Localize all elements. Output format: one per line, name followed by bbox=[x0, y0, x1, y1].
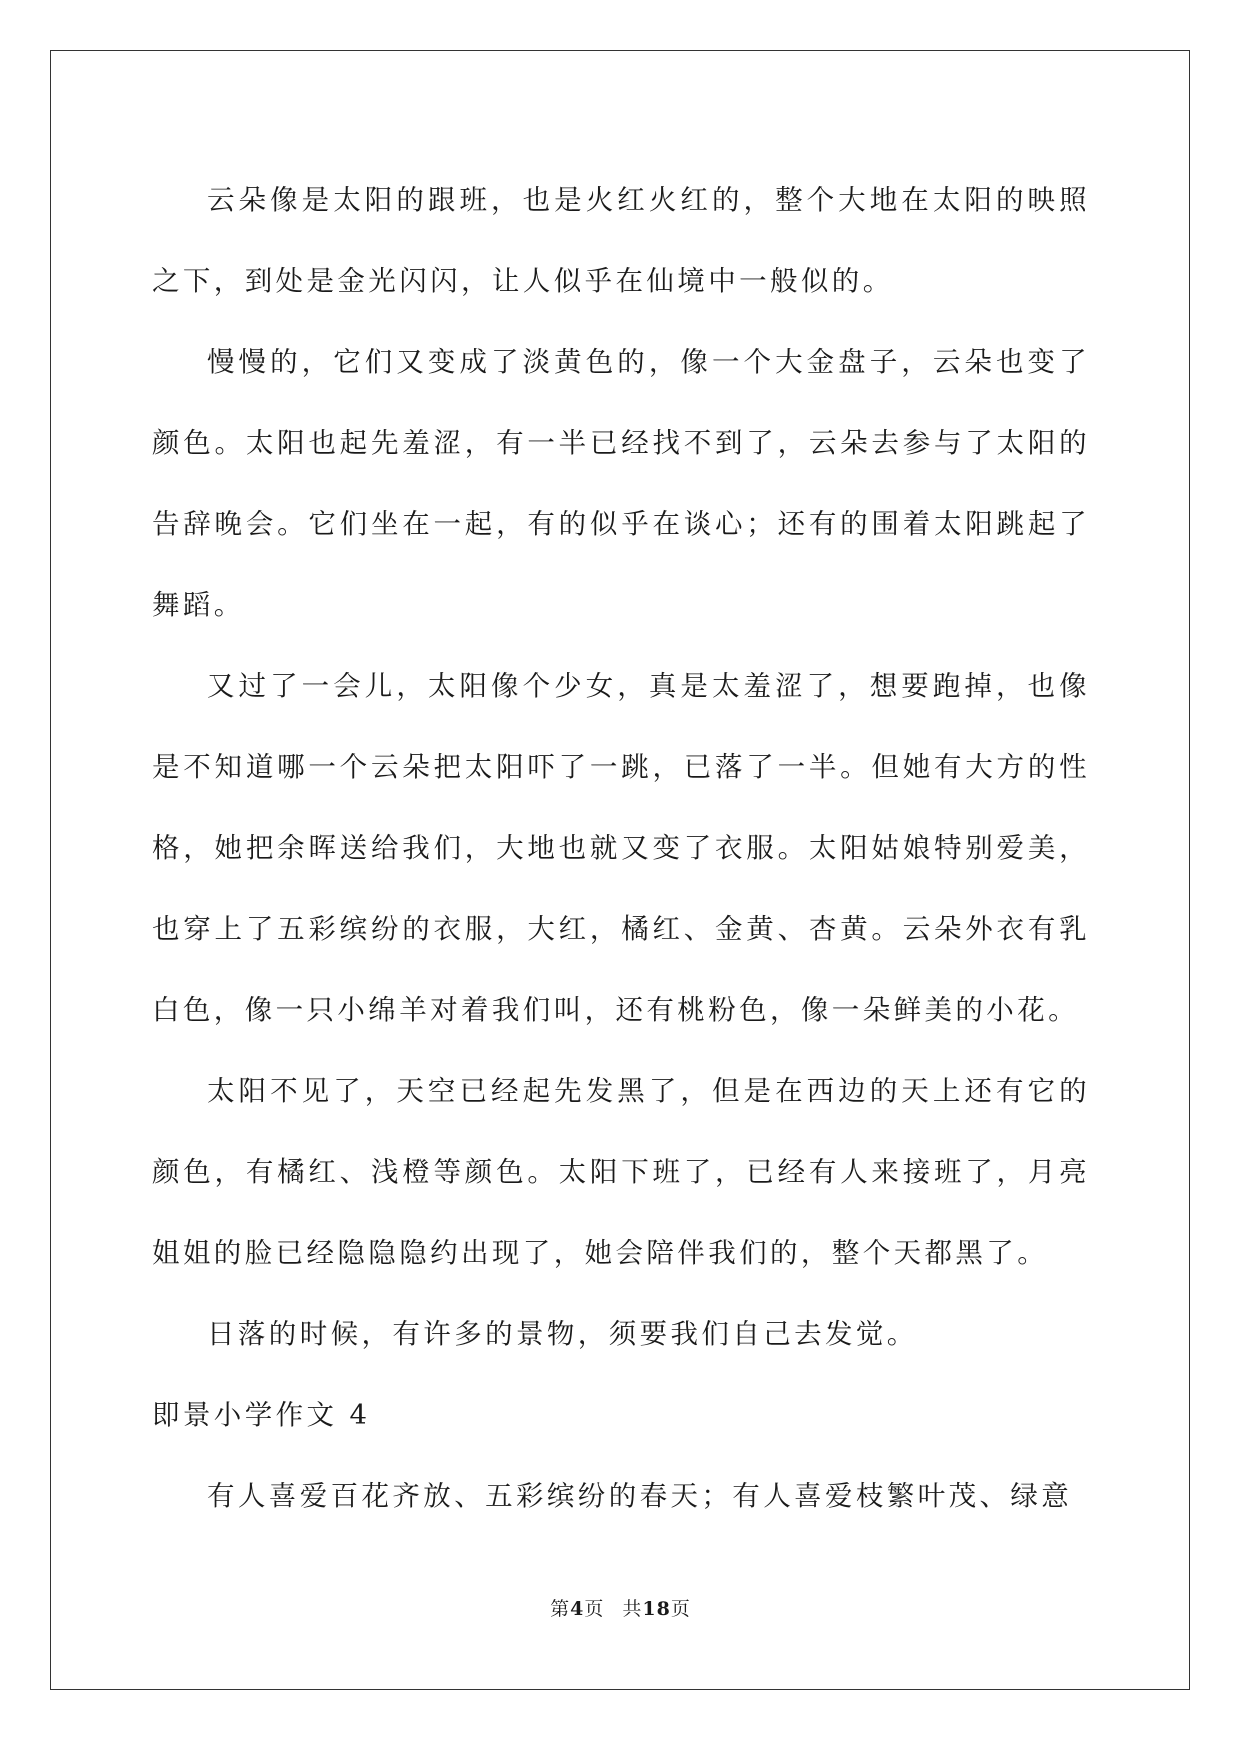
paragraph: 日落的时候，有许多的景物，须要我们自己去发觉。 bbox=[207, 1318, 918, 1350]
paragraph: 慢慢的，它们又变成了淡黄色的，像一个大金盘子，云朵也变了颜色。太阳也起先羞涩，有一半已经找不到了，云朵去参与了太阳的告辞晚会。它们坐在一起，有的似乎在谈心；还有的围着太阳跳起了舞蹈。 bbox=[152, 346, 1090, 621]
paragraph: 太阳不见了，天空已经起先发黑了，但是在西边的天上还有它的颜色，有橘红、浅橙等颜色。太阳下班了，已经有人来接班了，月亮姐姐的脸已经隐隐隐约出现了，她会陪伴我们的，整个天都黑了。 bbox=[152, 1075, 1090, 1269]
footer-total-prefix: 共 bbox=[622, 1598, 643, 1620]
section-heading: 即景小学作文 4 bbox=[152, 1399, 371, 1431]
document-body bbox=[152, 160, 1090, 1537]
footer-total-suffix: 页 bbox=[670, 1598, 691, 1620]
page-number: 4 bbox=[570, 1598, 585, 1620]
total-pages: 18 bbox=[642, 1598, 671, 1620]
paragraph: 云朵像是太阳的跟班，也是火红火红的，整个大地在太阳的映照之下，到处是金光闪闪，让人似乎在仙境中一般似的。 bbox=[152, 184, 1090, 297]
page-footer bbox=[0, 1594, 1241, 1621]
footer-page-suffix: 页 bbox=[584, 1598, 605, 1620]
paragraph: 有人喜爱百花齐放、五彩缤纷的春天；有人喜爱枝繁叶茂、绿意 bbox=[207, 1480, 1073, 1512]
paragraph: 又过了一会儿，太阳像个少女，真是太羞涩了，想要跑掉，也像是不知道哪一个云朵把太阳吓了一跳，已落了一半。但她有大方的性格，她把余晖送给我们，大地也就又变了衣服。太阳姑娘特别爱美，也穿上了五彩缤纷的衣服，大红，橘红、金黄、杏黄。云朵外衣有乳白色，像一只小绵羊对着我们叫，还有桃粉色，像一朵鲜美的小花。 bbox=[152, 670, 1090, 1026]
footer-prefix: 第 bbox=[550, 1598, 571, 1620]
